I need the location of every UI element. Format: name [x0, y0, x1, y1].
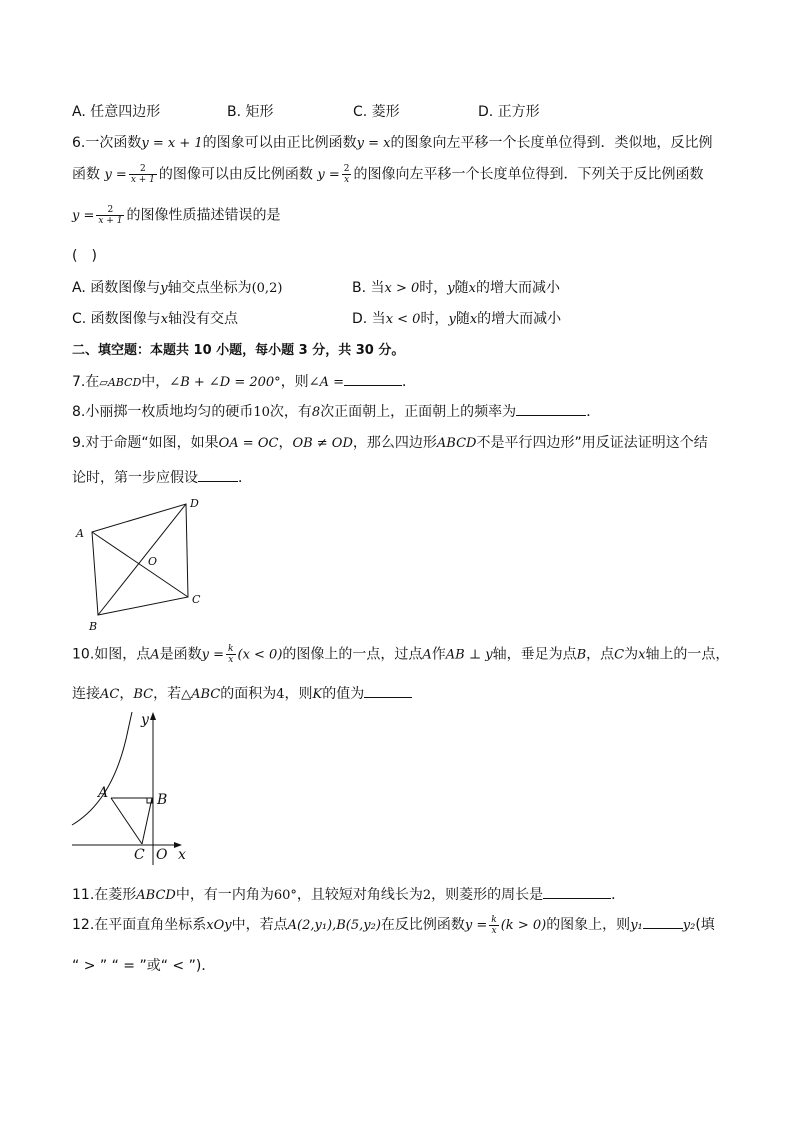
label-d: D	[190, 497, 199, 510]
answer-blank[interactable]	[543, 884, 611, 899]
section-heading: 二、填空题：本题共 10 小题，每小题 3 分，共 30 分。	[72, 343, 405, 358]
label-c: C	[134, 847, 145, 863]
y-axis-arrow-icon	[150, 712, 156, 720]
q6-paren: ( )	[72, 248, 97, 264]
q9-line2: 论时，第一步应假设 ．	[72, 467, 252, 488]
answer-blank[interactable]	[643, 914, 683, 929]
q11: 11.在菱形ABCD中，有一内角为60°，且较短对角线长为2，则菱形的周长是 ．	[72, 884, 625, 906]
q5-option-c: C. 菱形	[353, 104, 400, 120]
quadrilateral-abcd	[92, 504, 188, 615]
label-x: x	[178, 847, 186, 863]
q5-option-a: A. 任意四边形	[72, 104, 161, 120]
fraction: $\frac{k}{x}$	[491, 914, 497, 936]
diagonal-ac	[92, 532, 188, 597]
q10-line2: 连接AC，BC，若△ABC的面积为4，则K的值为	[72, 683, 412, 705]
label-o: O	[156, 847, 168, 863]
label-y: y	[141, 712, 149, 728]
q6-line2: 函数 y = $\frac{2}{x + 1}$ 的图像可以由反比例函数 y = $\frac{2}{x}$ 的图像向左平移一个长度单位得到．下列关于反比例函数	[72, 164, 704, 185]
q9-line1: 9.对于命题“如图，如果OA = OC，OB ≠ OD，那么四边形ABCD不是平行四边形”用反证法证明这个结	[72, 435, 708, 451]
q5-option-d: D. 正方形	[478, 104, 540, 120]
label-a: A	[98, 785, 109, 801]
label-a: A	[76, 527, 84, 540]
answer-blank[interactable]	[364, 683, 412, 698]
label-c: C	[192, 593, 201, 606]
segment-bc	[142, 798, 152, 844]
q6-option-a: A. 函数图像与y轴交点坐标为(0,2)	[72, 280, 283, 296]
q7: 7.在▱ABCD中，∠B + ∠D = 200°，则∠A = ．	[72, 371, 416, 393]
answer-blank[interactable]	[198, 467, 238, 482]
answer-blank[interactable]	[516, 401, 586, 416]
fraction: $\frac{k}{x}$	[228, 644, 234, 665]
fraction: $\frac{2}{x + 1}$	[130, 164, 155, 185]
label-b: B	[89, 620, 98, 633]
q9-quadrilateral-figure	[70, 494, 220, 634]
q6-option-d: D. 当x < 0时，y随x的增大而减小	[352, 311, 562, 327]
q12-line2: “ > ” “ = ”或“ < ”)．	[72, 958, 216, 974]
diagonal-bd	[98, 504, 186, 615]
q10-line1: 10.如图，点A是函数y = $\frac{k}{x}$ (x < 0)的图像上的一点，过点A作AB ⊥ y轴，垂足为点B，点C为x轴上的一点，	[72, 644, 730, 665]
q6-line3: y = $\frac{2}{x + 1}$ 的图像性质描述错误的是	[72, 205, 281, 226]
q6-option-c: C. 函数图像与x轴没有交点	[72, 311, 239, 327]
q10-hyperbola-figure	[66, 708, 206, 868]
fraction: $\frac{2}{x}$	[343, 164, 350, 185]
answer-blank[interactable]	[344, 371, 402, 386]
q8: 8.小丽掷一枚质地均匀的硬币10次，有8次正面朝上，正面朝上的频率为 ．	[72, 401, 600, 423]
fraction: $\frac{2}{x + 1}$	[98, 205, 123, 226]
q12-line1: 12.在平面直角坐标系xOy中，若点A(2,y₁),B(5,y₂)在反比例函数y = $\frac{k}{x}$ (k > 0)的图象上，则y₁ y₂(填	[72, 914, 715, 936]
q6-line1: 6.一次函数y = x + 1的图象可以由正比例函数y = x的图象向左平移一个长度单位得到．类似地，反比例	[72, 135, 713, 151]
q6-option-b: B. 当x > 0时，y随x的增大而减小	[352, 280, 560, 296]
segment-ac	[111, 798, 142, 844]
label-o: O	[148, 555, 158, 568]
q5-option-b: B. 矩形	[227, 104, 274, 120]
hyperbola-curve	[72, 712, 132, 825]
label-b: B	[157, 792, 168, 808]
